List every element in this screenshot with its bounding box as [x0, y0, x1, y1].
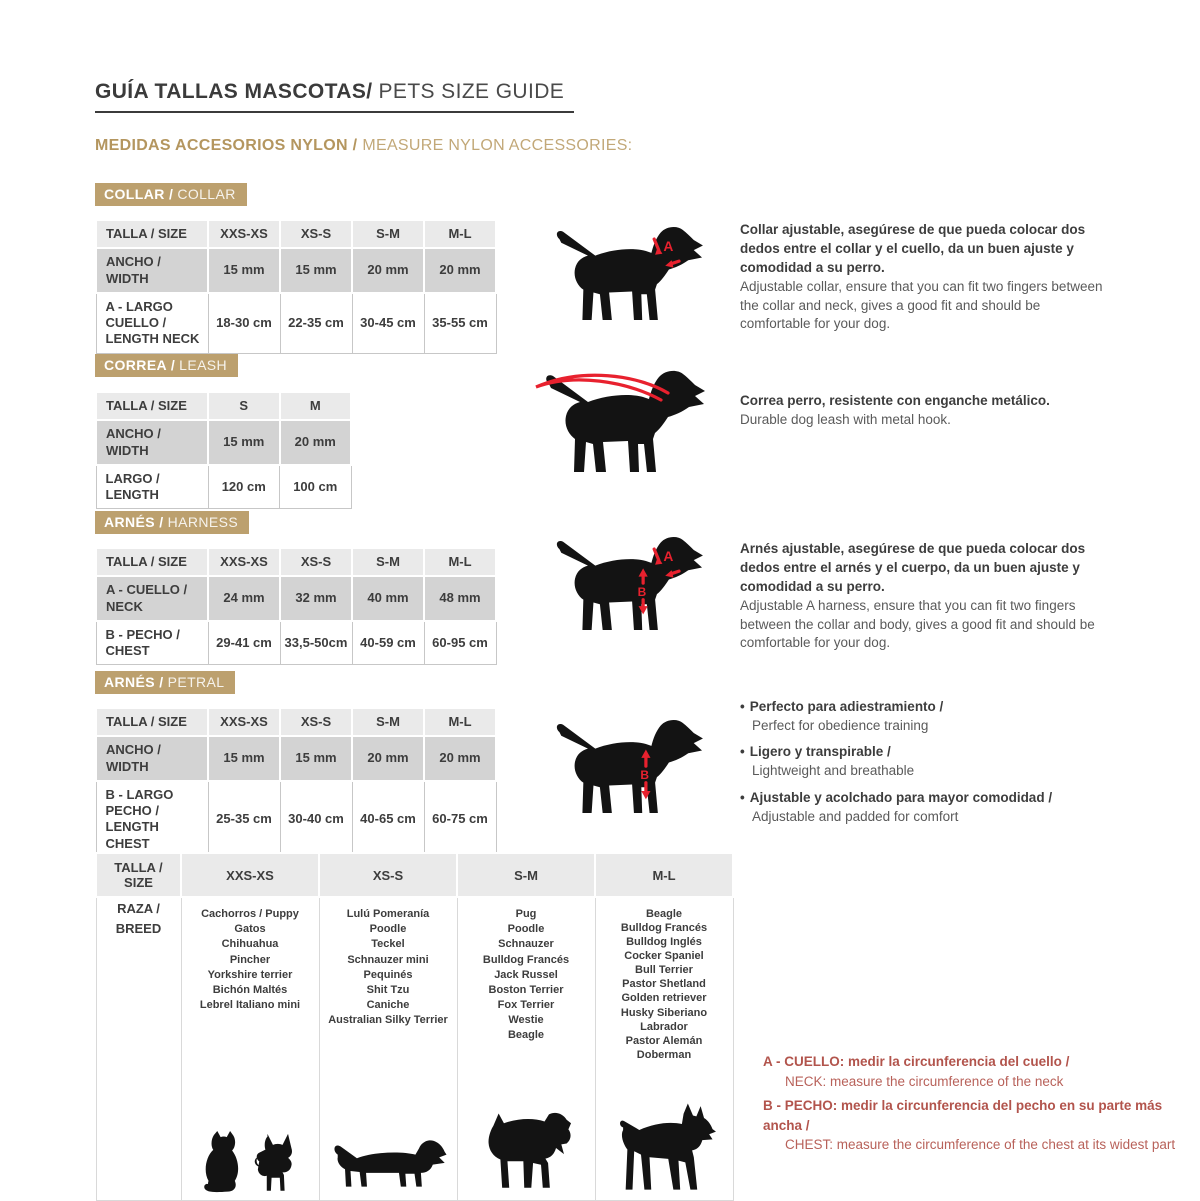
breed-name: Husky Siberiano — [620, 1006, 708, 1019]
col-header: TALLA / SIZE — [96, 392, 208, 420]
bullet-icon: • — [740, 789, 745, 805]
breed-name: Boston Terrier — [488, 983, 564, 996]
raza-label-en: BREED — [115, 920, 162, 936]
leash-section-badge — [95, 354, 238, 377]
petral-table-header-row — [96, 708, 496, 736]
feature-en: Perfect for obedience training — [752, 718, 929, 734]
leash-table-header-row — [96, 392, 351, 420]
col-header: M-L — [424, 220, 496, 248]
breed-list — [200, 907, 300, 1013]
collar-desc-es: Collar ajustable, asegúrese de que pueda colocar dos dedos entre el collar y el cuello, da un buen ajuste y comodidad a su perro. — [740, 222, 1086, 275]
legend-neck-en: NECK: measure the circumference of the neck — [785, 1073, 1064, 1089]
breed-name: Doberman — [636, 1048, 692, 1061]
chest-measure-label: B — [640, 768, 650, 782]
petral-chest-row — [96, 781, 496, 858]
badge-label-en: HARNESS — [167, 514, 239, 530]
feature-es: • Ajustable y acolchado para mayor comodidad / — [740, 789, 1053, 805]
dog-leash-illustration — [528, 360, 718, 485]
cell: 120 cm — [208, 465, 280, 509]
bullet-icon: • — [740, 699, 745, 714]
col-header: TALLA / SIZE — [96, 708, 208, 736]
col-header: XS-S — [280, 548, 352, 576]
collar-table-header-row — [96, 220, 496, 248]
cell: 40 mm — [352, 576, 424, 621]
leash-size-table — [95, 391, 352, 509]
breed-name: Shit Tzu — [366, 983, 410, 996]
row-label: ANCHO / WIDTH — [96, 248, 208, 293]
cell: 48 mm — [424, 576, 496, 621]
cell: 15 mm — [208, 420, 280, 465]
breed-cell-s-m — [457, 897, 595, 1201]
harness-section-badge — [95, 511, 249, 534]
col-header: S-M — [352, 220, 424, 248]
petral-section-badge — [95, 671, 235, 694]
legend-chest-en: CHEST: measure the circumference of the chest at its widest part — [785, 1137, 1176, 1153]
breed-cell-xs-s — [319, 897, 457, 1201]
dachshund-silhouette — [329, 1129, 447, 1193]
col-header: M-L — [424, 708, 496, 736]
breed-name: Lulú Pomeranía — [346, 908, 430, 920]
breed-list — [328, 907, 448, 1028]
legend-chest-es: B - PECHO: medir la circunferencia del pecho en su parte más ancha / — [763, 1098, 1163, 1133]
cell: 33,5-50cm — [280, 621, 352, 665]
chest-measure-label: B — [637, 585, 647, 599]
page-subtitle — [95, 137, 632, 155]
feature-es: • Perfecto para adiestramiento / — [740, 699, 944, 714]
col-header: M-L — [424, 548, 496, 576]
col-header: S-M — [352, 548, 424, 576]
breed-name: Australian Silky Terrier — [328, 1014, 448, 1027]
collar-section-badge — [95, 183, 247, 206]
breed-name: Beagle — [645, 908, 683, 920]
cell: 60-95 cm — [424, 621, 496, 665]
breed-name: Pincher — [229, 953, 271, 966]
col-header: M — [280, 392, 352, 420]
cell: 15 mm — [208, 248, 280, 293]
breed-name: Pastor Alemán — [625, 1034, 703, 1047]
collar-desc-en: Adjustable collar, ensure that you can fit two fingers between the collar and neck, gives a good fit and should be comfortable for your dog. — [740, 278, 1103, 332]
legend-neck-es: A - CUELLO: medir la circunferencia del cuello / — [763, 1054, 1070, 1069]
harness-size-table — [95, 547, 497, 665]
col-header: XS-S — [319, 853, 457, 897]
dog-collar-illustration — [540, 217, 715, 332]
cell: 15 mm — [208, 736, 280, 781]
chihuahua-silhouette — [251, 1131, 299, 1193]
col-header: XS-S — [280, 220, 352, 248]
doberman-silhouette — [612, 1101, 716, 1193]
cell: 24 mm — [208, 576, 280, 621]
breed-name: Pug — [515, 908, 537, 920]
breed-name: Bulldog Francés — [482, 953, 570, 966]
col-header: XS-S — [280, 708, 352, 736]
breed-list — [483, 907, 569, 1044]
breed-name: Bulldog Inglés — [626, 936, 702, 949]
breed-name: Lebrel Italiano mini — [199, 999, 301, 1012]
breed-cell-m-l — [595, 897, 733, 1201]
badge-label-es: CORREA / — [104, 357, 176, 373]
petral-feature-list — [740, 690, 1135, 826]
col-header: TALLA / SIZE — [96, 548, 208, 576]
schnauzer-silhouette — [480, 1110, 572, 1193]
leash-desc-en: Durable dog leash with metal hook. — [740, 411, 951, 427]
raza-label-es: RAZA / — [117, 901, 160, 916]
cell: 35-55 cm — [424, 293, 496, 353]
breed-name: Bulldog Francés — [620, 922, 708, 935]
breed-name: Pequinés — [363, 968, 413, 981]
breed-row-label — [96, 897, 181, 1201]
bullet-icon: • — [740, 744, 745, 760]
breed-name: Labrador — [640, 1020, 688, 1033]
breed-name: Cocker Spaniel — [624, 950, 704, 963]
cell: 15 mm — [280, 736, 352, 781]
collar-width-row — [96, 248, 496, 293]
cell: 60-75 cm — [424, 781, 496, 858]
breed-name: Cachorros / Puppy — [201, 908, 299, 920]
leash-length-row — [96, 465, 351, 509]
harness-desc-es: Arnés ajustable, asegúrese de que pueda colocar dos dedos entre el arnés y el cuerpo, da un buen ajuste y comodidad a su perro. — [740, 541, 1086, 594]
breed-cell-xxs-xs — [181, 897, 319, 1201]
breed-table-header-row — [96, 853, 733, 897]
harness-chest-row — [96, 621, 496, 665]
cell: 20 mm — [424, 736, 496, 781]
feature-es: • Ligero y transpirable / — [740, 744, 891, 760]
feature-en: Adjustable and padded for comfort — [752, 808, 959, 824]
cell: 20 mm — [352, 248, 424, 293]
cell: 32 mm — [280, 576, 352, 621]
leash-desc-es: Correa perro, resistente con enganche metálico. — [740, 393, 1050, 408]
page-title-en: PETS SIZE GUIDE — [378, 80, 565, 103]
breed-name: Westie — [508, 1014, 544, 1027]
breed-name: Caniche — [366, 999, 410, 1012]
cell: 20 mm — [280, 420, 352, 465]
breed-name: Schnauzer mini — [347, 953, 429, 966]
page-title — [95, 80, 574, 113]
leash-width-row — [96, 420, 351, 465]
breed-size-table — [95, 852, 734, 1201]
cell: 40-59 cm — [352, 621, 424, 665]
row-label: B - LARGO PECHO / LENGTH CHEST — [96, 781, 208, 858]
page-subtitle-es: MEDIDAS ACCESORIOS NYLON / — [95, 137, 358, 154]
col-header: XXS-XS — [208, 708, 280, 736]
col-header: S-M — [352, 708, 424, 736]
dog-harness-illustration — [540, 527, 715, 642]
cat-silhouette — [201, 1131, 243, 1193]
cell: 15 mm — [280, 248, 352, 293]
neck-measure-label: A — [663, 239, 674, 255]
cell: 20 mm — [352, 736, 424, 781]
breed-name: Poodle — [507, 923, 545, 936]
row-label: ANCHO / WIDTH — [96, 736, 208, 781]
measurement-legend — [763, 1047, 1188, 1155]
page-title-es: GUÍA TALLAS MASCOTAS/ — [95, 80, 373, 103]
cell: 30-45 cm — [352, 293, 424, 353]
collar-size-table — [95, 219, 497, 354]
breed-name: Schnauzer — [498, 938, 554, 951]
badge-label-en: PETRAL — [167, 674, 225, 690]
breed-name: Poodle — [369, 923, 407, 936]
badge-label-en: COLLAR — [177, 186, 236, 202]
breed-name: Bichón Maltés — [212, 983, 288, 996]
breed-name: Bull Terrier — [635, 964, 693, 977]
petral-width-row — [96, 736, 496, 781]
cell: 20 mm — [424, 248, 496, 293]
neck-measure-label: A — [663, 549, 674, 565]
row-label: A - CUELLO / NECK — [96, 576, 208, 621]
row-label: B - PECHO / CHEST — [96, 621, 208, 665]
breed-name: Gatos — [234, 923, 266, 936]
col-header: M-L — [595, 853, 733, 897]
cell: 30-40 cm — [280, 781, 352, 858]
cell: 22-35 cm — [280, 293, 352, 353]
col-header: XXS-XS — [208, 220, 280, 248]
dog-petral-illustration — [540, 710, 715, 825]
col-header: S — [208, 392, 280, 420]
badge-label-es: COLLAR / — [104, 186, 174, 202]
breed-name: Jack Russel — [494, 968, 558, 981]
col-header: S-M — [457, 853, 595, 897]
row-label: ANCHO / WIDTH — [96, 420, 208, 465]
cell: 100 cm — [280, 465, 352, 509]
page-subtitle-en: MEASURE NYLON ACCESSORIES: — [362, 137, 633, 154]
col-header: TALLA / SIZE — [96, 220, 208, 248]
col-header: XXS-XS — [208, 548, 280, 576]
cell: 25-35 cm — [208, 781, 280, 858]
harness-desc-en: Adjustable A harness, ensure that you can fit two fingers between the collar and body, gives a good fit and should be comfortable for your dog. — [740, 597, 1095, 651]
breed-list — [621, 907, 707, 1062]
cell: 18-30 cm — [208, 293, 280, 353]
breed-name: Chihuahua — [221, 938, 279, 951]
collar-neck-row — [96, 293, 496, 353]
collar-description — [740, 221, 1112, 334]
breed-name: Golden retriever — [621, 992, 707, 1005]
feature-en: Lightweight and breathable — [752, 763, 915, 779]
harness-table-header-row — [96, 548, 496, 576]
breed-name: Fox Terrier — [497, 999, 555, 1012]
breed-table-body-row — [96, 897, 733, 1201]
row-label: LARGO / LENGTH — [96, 465, 208, 509]
breed-name: Beagle — [507, 1029, 545, 1042]
row-label: A - LARGO CUELLO / LENGTH NECK — [96, 293, 208, 353]
petral-measure-arrows — [640, 750, 650, 800]
badge-label-es: ARNÉS / — [104, 674, 164, 690]
breed-name: Teckel — [371, 938, 405, 951]
col-header: TALLA / SIZE — [96, 853, 181, 897]
harness-description — [740, 540, 1120, 653]
harness-neck-row — [96, 576, 496, 621]
badge-label-en: LEASH — [179, 357, 228, 373]
badge-label-es: ARNÉS / — [104, 514, 164, 530]
breed-name: Yorkshire terrier — [207, 968, 293, 981]
cell: 40-65 cm — [352, 781, 424, 858]
petral-size-table — [95, 707, 497, 858]
leash-description — [740, 392, 1120, 430]
breed-name: Pastor Shetland — [622, 978, 706, 991]
col-header: XXS-XS — [181, 853, 319, 897]
cell: 29-41 cm — [208, 621, 280, 665]
